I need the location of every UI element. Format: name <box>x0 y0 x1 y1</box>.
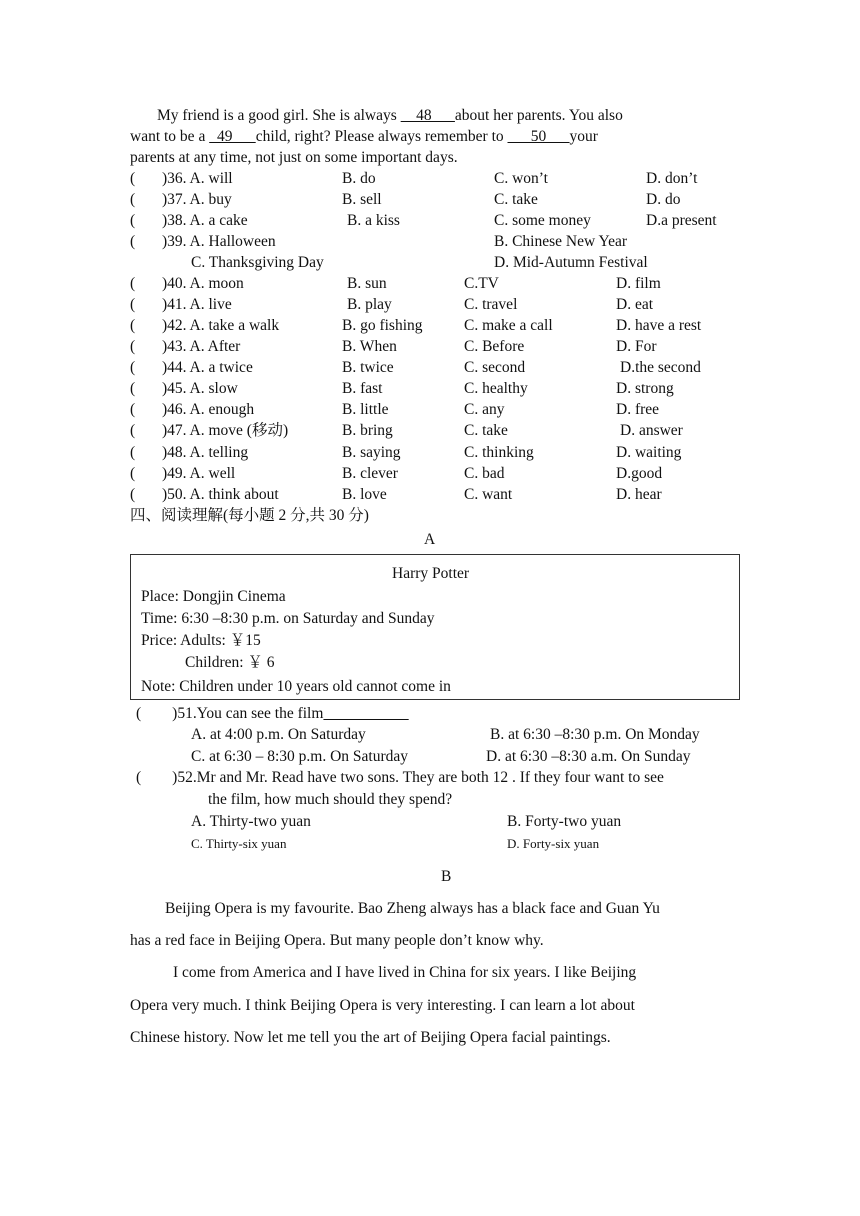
question-42-d: D. have a rest <box>616 317 702 334</box>
question-paren: ( <box>130 444 136 461</box>
cloze-line-3: parents at any time, not just on some important days. <box>130 149 458 166</box>
cloze-line-1 <box>157 106 623 126</box>
question-41-b: B. play <box>347 296 392 313</box>
section-heading: 四、阅读理解(每小题 2 分,共 30 分) <box>130 507 369 524</box>
question-49-b: B. clever <box>342 465 398 482</box>
blank-51 <box>323 705 408 722</box>
question-43-c: C. Before <box>464 338 525 355</box>
passage-a-letter: A <box>424 531 436 548</box>
passage-b-letter: B <box>441 868 452 885</box>
ad-note: Note: Children under 10 years old cannot come in <box>141 678 451 695</box>
question-51 <box>136 704 409 724</box>
question-38-a: )38. A. a cake <box>162 212 248 229</box>
question-51-b: B. at 6:30 –8:30 p.m. On Monday <box>490 726 700 743</box>
question-36-a: )36. A. will <box>162 170 233 187</box>
cloze-text: child, right? Please always remember to <box>255 128 508 145</box>
question-paren: ( <box>130 422 136 439</box>
question-44-d: D.the second <box>620 359 701 376</box>
ad-price-adults: Price: Adults: ￥15 <box>141 632 261 649</box>
question-51-stem: 51.You can see the film <box>177 705 324 722</box>
question-45-d: D. strong <box>616 380 674 397</box>
question-49-d: D.good <box>616 465 663 482</box>
question-50-c: C. want <box>464 486 513 503</box>
question-50-b: B. love <box>342 486 387 503</box>
question-38-d: D.a present <box>646 212 717 229</box>
question-36-c: C. won’t <box>494 170 548 187</box>
question-41-a: )41. A. live <box>162 296 232 313</box>
question-51-a: A. at 4:00 p.m. On Saturday <box>191 726 366 743</box>
ad-place: Place: Dongjin Cinema <box>141 588 286 605</box>
question-48-d: D. waiting <box>616 444 682 461</box>
blank-50: 50 <box>507 128 570 145</box>
cloze-text: My friend is a good girl. She is always <box>157 107 401 124</box>
question-40-a: )40. A. moon <box>162 275 244 292</box>
question-46-d: D. free <box>616 401 660 418</box>
question-paren: ( <box>130 486 136 503</box>
question-40-d: D. film <box>616 275 661 292</box>
question-47-a: )47. A. move (移动) <box>162 422 289 439</box>
question-paren: ( <box>130 317 136 334</box>
passage-b-line: has a red face in Beijing Opera. But many people don’t know why. <box>130 932 544 949</box>
question-42-c: C. make a call <box>464 317 553 334</box>
cloze-text: your <box>569 128 598 145</box>
question-paren: ( <box>130 465 136 482</box>
passage-b-line: Chinese history. Now let me tell you the art of Beijing Opera facial paintings. <box>130 1029 611 1046</box>
question-49-a: )49. A. well <box>162 465 236 482</box>
question-39-d: D. Mid-Autumn Festival <box>494 254 648 271</box>
question-44-a: )44. A. a twice <box>162 359 253 376</box>
blank-48: 48 <box>400 107 455 124</box>
question-47-b: B. bring <box>342 422 393 439</box>
question-paren: ( <box>130 275 136 292</box>
question-42-a: )42. A. take a walk <box>162 317 280 334</box>
question-37-d: D. do <box>646 191 681 208</box>
cloze-text: want to be a <box>130 128 210 145</box>
question-36-b: B. do <box>342 170 376 187</box>
ad-title: Harry Potter <box>392 565 470 582</box>
passage-b-line: I come from America and I have lived in China for six years. I like Beijing <box>173 964 637 981</box>
blank-49: 49 <box>209 128 256 145</box>
question-43-b: B. When <box>342 338 397 355</box>
question-48-b: B. saying <box>342 444 401 461</box>
question-45-c: C. healthy <box>464 380 528 397</box>
question-39-a: )39. A. Halloween <box>162 233 276 250</box>
question-52-stem: 52.Mr and Mr. Read have two sons. They are both 12 . If they four want to see <box>177 769 664 786</box>
answer-paren: ( ) <box>136 705 178 722</box>
question-paren: ( <box>130 296 136 313</box>
question-46-b: B. little <box>342 401 389 418</box>
question-39-c: C. Thanksgiving Day <box>191 254 324 271</box>
ad-time: Time: 6:30 –8:30 p.m. on Saturday and Sunday <box>141 610 435 627</box>
cloze-line-2 <box>130 127 598 147</box>
passage-b-line: Opera very much. I think Beijing Opera is very interesting. I can learn a lot about <box>130 997 635 1014</box>
question-52-d: D. Forty-six yuan <box>507 836 600 851</box>
question-paren: ( <box>130 401 136 418</box>
question-47-d: D. answer <box>620 422 683 439</box>
question-44-b: B. twice <box>342 359 394 376</box>
ad-price-children: Children: ￥ 6 <box>185 654 275 671</box>
question-37-a: )37. A. buy <box>162 191 232 208</box>
question-40-c: C.TV <box>464 275 499 292</box>
question-52-b: B. Forty-two yuan <box>507 813 622 830</box>
question-45-a: )45. A. slow <box>162 380 238 397</box>
question-43-a: )43. A. After <box>162 338 241 355</box>
passage-b-line: Beijing Opera is my favourite. Bao Zheng always has a black face and Guan Yu <box>165 900 660 917</box>
question-43-d: D. For <box>616 338 657 355</box>
question-41-d: D. eat <box>616 296 654 313</box>
question-40-b: B. sun <box>347 275 387 292</box>
question-48-c: C. thinking <box>464 444 534 461</box>
question-47-c: C. take <box>464 422 508 439</box>
question-52-c: C. Thirty-six yuan <box>191 836 287 851</box>
question-37-b: B. sell <box>342 191 382 208</box>
question-50-d: D. hear <box>616 486 662 503</box>
question-48-a: )48. A. telling <box>162 444 249 461</box>
question-paren: ( <box>130 338 136 355</box>
question-52-stem-2: the film, how much should they spend? <box>208 791 453 808</box>
question-52-a: A. Thirty-two yuan <box>191 813 311 830</box>
question-paren: ( <box>130 233 136 250</box>
question-paren: ( <box>130 380 136 397</box>
question-46-a: )46. A. enough <box>162 401 255 418</box>
question-paren: ( <box>130 212 136 229</box>
answer-paren: ( ) <box>136 769 178 786</box>
question-49-c: C. bad <box>464 465 505 482</box>
question-42-b: B. go fishing <box>342 317 423 334</box>
question-41-c: C. travel <box>464 296 518 313</box>
question-50-a: )50. A. think about <box>162 486 279 503</box>
question-44-c: C. second <box>464 359 526 376</box>
question-36-d: D. don’t <box>646 170 698 187</box>
question-paren: ( <box>130 191 136 208</box>
question-paren: ( <box>130 359 136 376</box>
question-52 <box>136 768 664 788</box>
question-37-c: C. take <box>494 191 538 208</box>
question-38-c: C. some money <box>494 212 591 229</box>
question-46-c: C. any <box>464 401 505 418</box>
cloze-text: about her parents. You also <box>454 107 623 124</box>
question-51-c: C. at 6:30 – 8:30 p.m. On Saturday <box>191 748 408 765</box>
question-45-b: B. fast <box>342 380 383 397</box>
question-paren: ( <box>130 170 136 187</box>
question-39-b: B. Chinese New Year <box>494 233 628 250</box>
question-38-b: B. a kiss <box>347 212 400 229</box>
question-51-d: D. at 6:30 –8:30 a.m. On Sunday <box>486 748 691 765</box>
